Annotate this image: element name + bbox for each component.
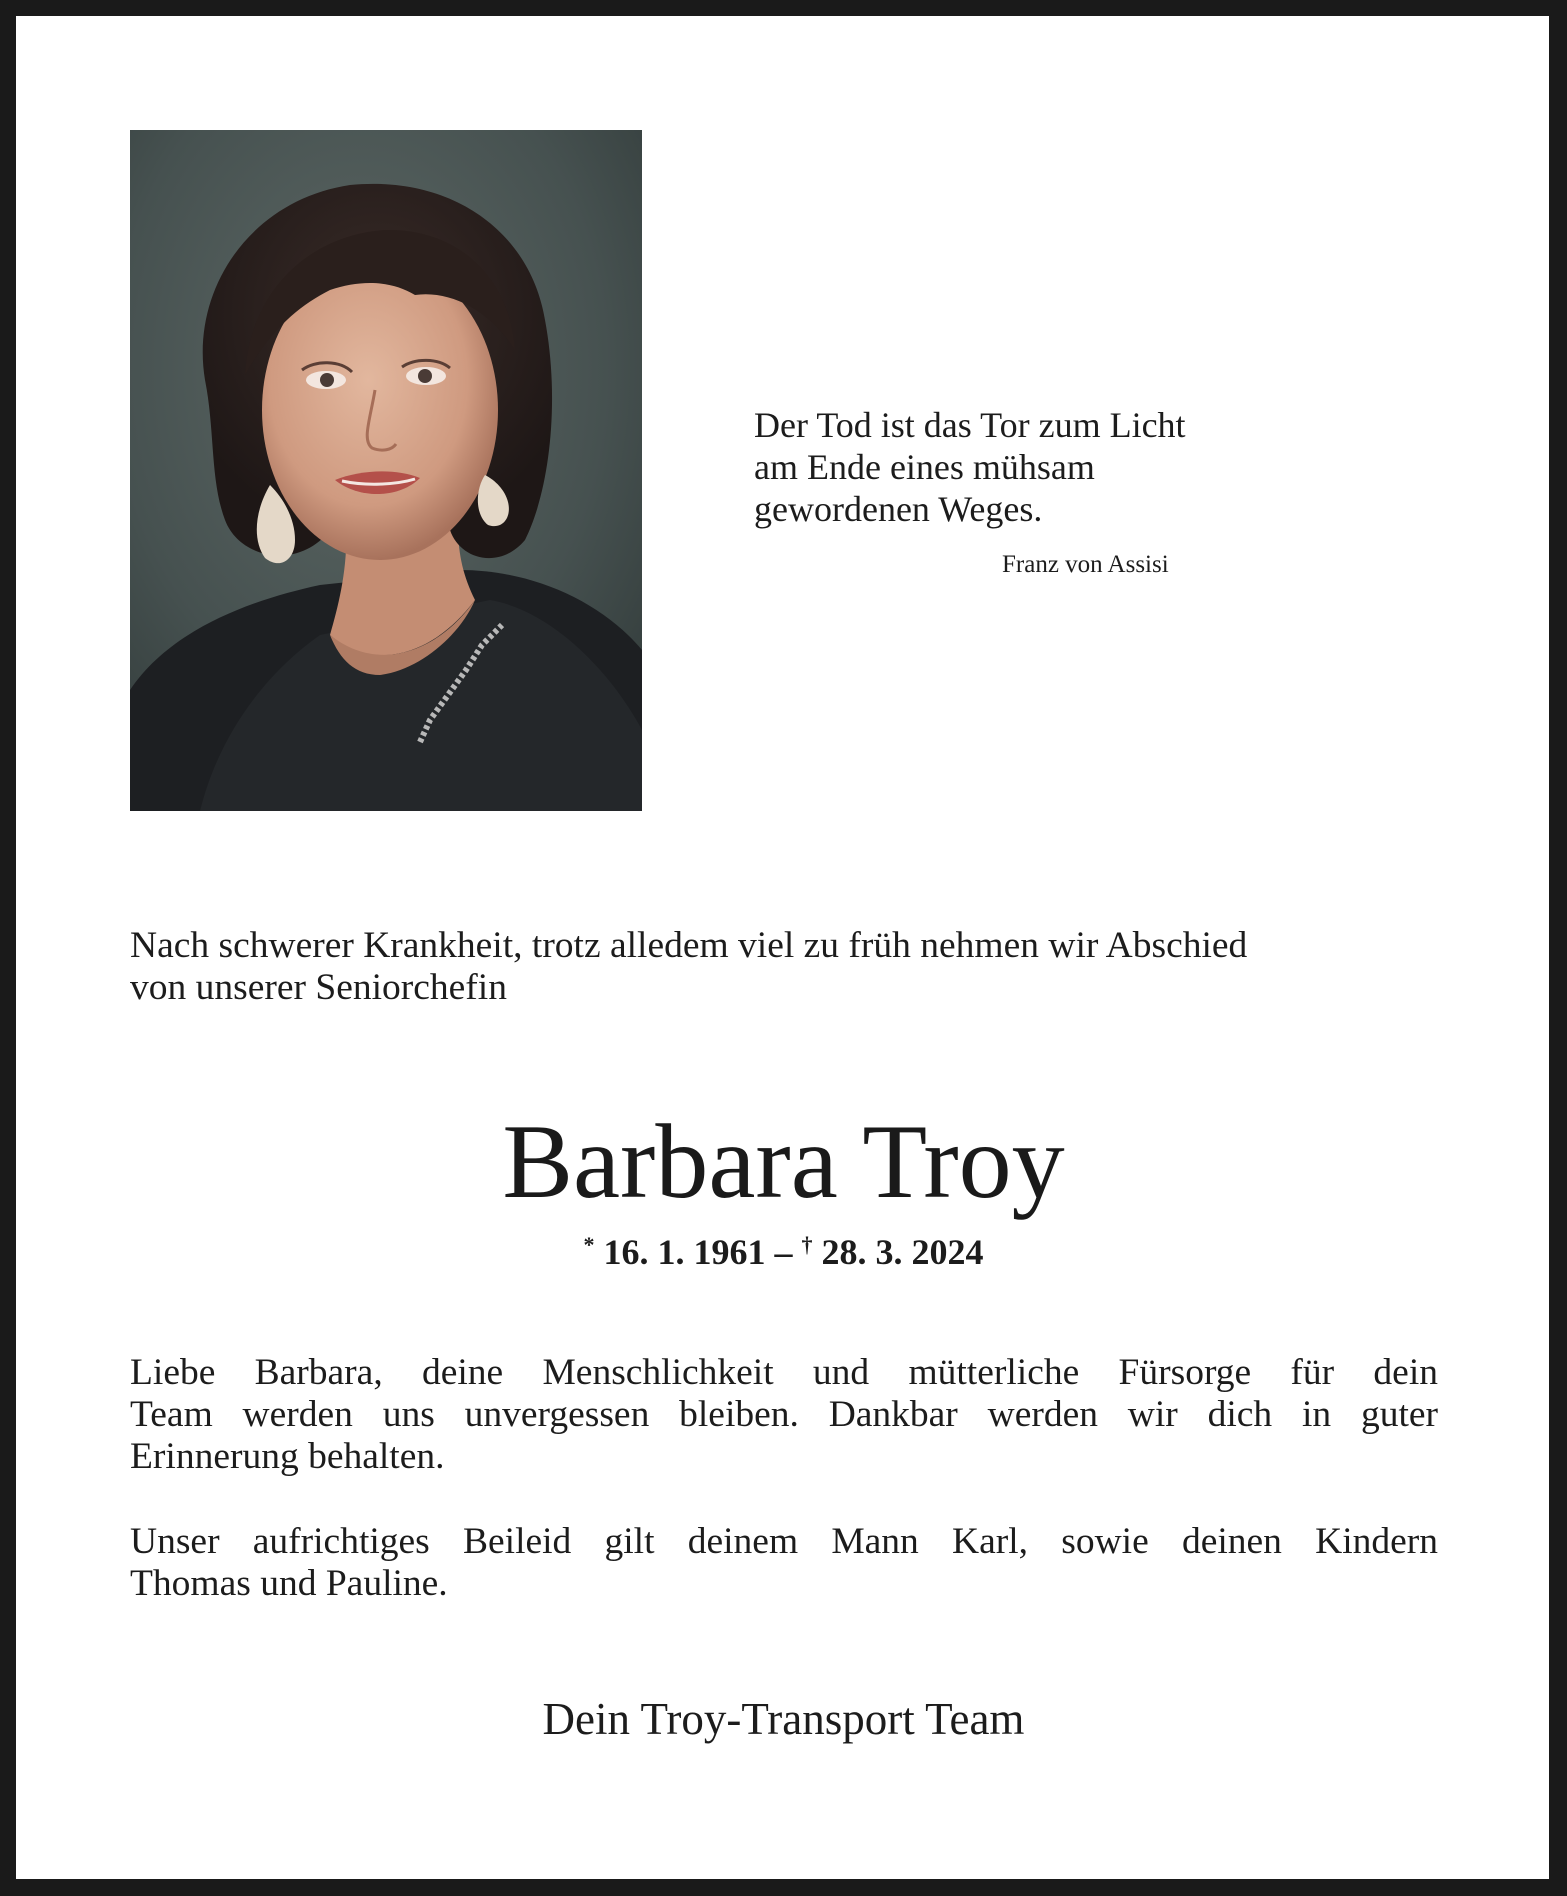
paragraph-line: Erinnerung behalten.	[130, 1436, 445, 1477]
paragraph-line: Team werden uns unvergessen bleiben. Dankbar werden wir dich in guter	[130, 1394, 1438, 1435]
intro-line: von unserer Seniorchefin	[130, 967, 507, 1008]
condolence-paragraph	[130, 1521, 1438, 1605]
tribute-paragraph	[130, 1352, 1438, 1478]
birth-date: 16. 1. 1961	[603, 1232, 766, 1272]
quote	[754, 404, 1314, 530]
quote-line: gewordenen Weges.	[754, 489, 1043, 529]
deceased-name: Barbara Troy	[502, 1103, 1065, 1220]
death-symbol: †	[801, 1232, 813, 1257]
portrait-photo-icon	[130, 130, 642, 811]
life-dates	[0, 1222, 1567, 1275]
portrait-photo	[130, 130, 642, 811]
date-separator: –	[765, 1232, 802, 1272]
paragraph-line: Liebe Barbara, deine Menschlichkeit und mütterliche Fürsorge für dein	[130, 1352, 1438, 1393]
quote-line: Der Tod ist das Tor zum Licht	[754, 405, 1186, 445]
death-date: 28. 3. 2024	[821, 1232, 984, 1272]
quote-author: Franz von Assisi	[1002, 551, 1169, 578]
signature: Dein Troy-Transport Team	[542, 1694, 1025, 1744]
intro-text	[130, 925, 1438, 1009]
intro-line: Nach schwerer Krankheit, trotz alledem viel zu früh nehmen wir Abschied	[130, 925, 1248, 966]
paragraph-line: Thomas und Pauline.	[130, 1563, 448, 1604]
paragraph-line: Unser aufrichtiges Beileid gilt deinem Mann Karl, sowie deinen Kindern	[130, 1521, 1438, 1562]
quote-line: am Ende eines mühsam	[754, 447, 1095, 487]
birth-symbol: *	[583, 1232, 595, 1257]
